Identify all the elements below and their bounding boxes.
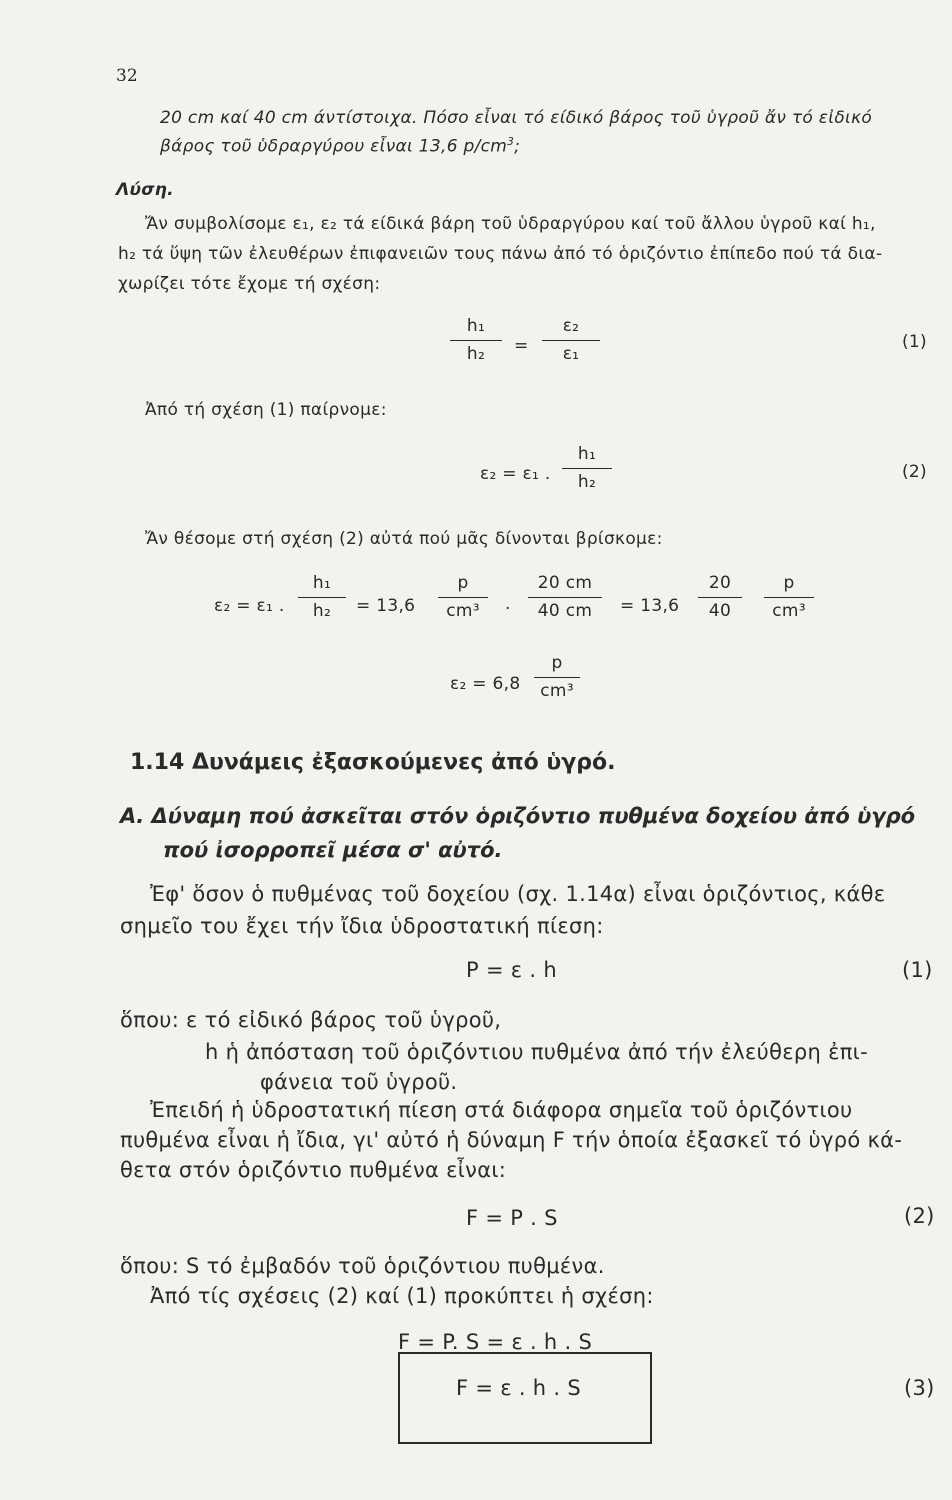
- eq3-f3-num: 20 cm: [537, 573, 593, 593]
- page-number: 32: [116, 66, 138, 86]
- eq2-num: h₁: [577, 444, 597, 464]
- eq4-lhs: ε₂ = 6,8: [450, 674, 521, 694]
- eq3-f5-num: p: [783, 573, 795, 593]
- para2-line-1: Ἐπειδή ἡ ὑδροστατική πίεση στά διάφορα σημεῖα τοῦ ὁριζόντιου: [150, 1098, 853, 1122]
- eq4-fraction: [534, 655, 580, 700]
- para2-line-3: θετα στόν ὁριζόντιο πυθμένα εἶναι:: [120, 1158, 507, 1182]
- eq3-fraction-2: [438, 575, 488, 620]
- eq3-f4-bar: [698, 597, 742, 598]
- eq3-f3-bar: [528, 597, 602, 598]
- eq3-f1-num: h₁: [312, 573, 332, 593]
- eq2-den: h₂: [577, 472, 597, 492]
- from-relations-text: Ἀπό τίς σχέσεις (2) καί (1) προκύπτει ἡ σχέση:: [150, 1284, 654, 1308]
- eq2-lhs: ε₂ = ε₁ .: [480, 464, 551, 484]
- eq3-fraction-3: [528, 575, 602, 620]
- eq5-label: (1): [902, 958, 933, 982]
- eq3-f4-num: 20: [708, 573, 732, 593]
- eq3-f1-den: h₂: [312, 601, 332, 621]
- eq3-f1-bar: [298, 597, 346, 598]
- eq3-f4-den: 40: [708, 601, 732, 621]
- eq3-f5-den: cm³: [772, 601, 806, 621]
- where1-line-1: ὅπου: ε τό εἰδικό βάρος τοῦ ὑγροῦ,: [120, 1008, 502, 1032]
- eq3-fraction-1: [298, 575, 346, 620]
- eq1-num-left: h₁: [466, 316, 486, 336]
- eq2-bar: [562, 468, 612, 469]
- eq3-f2-den: cm³: [446, 601, 480, 621]
- intro-line-3: χωρίζει τότε ἔχομε τή σχέση:: [118, 274, 381, 294]
- eq1-fraction-left: [450, 318, 502, 363]
- eq1-den-right: ε₁: [562, 344, 580, 364]
- eq7-expression: F = P. S = ε . h . S: [398, 1330, 593, 1354]
- eq1-bar-left: [450, 340, 502, 341]
- eq2-label: (2): [902, 462, 927, 482]
- eq1-equals: =: [514, 336, 529, 356]
- problem-line-2-end: ;: [514, 136, 521, 157]
- where1-line-2: h ἡ ἀπόσταση τοῦ ὁριζόντιου πυθμένα ἀπό τήν ἐλεύθερη ἐπι-: [205, 1040, 868, 1064]
- eq1-bar-right: [542, 340, 600, 341]
- eq3-lhs: ε₂ = ε₁ .: [214, 596, 285, 616]
- solution-heading: Λύση.: [116, 180, 174, 200]
- eq4-den: cm³: [540, 681, 574, 701]
- eq3-fraction-4: [698, 575, 742, 620]
- eq5-expression: P = ε . h: [466, 958, 557, 982]
- intro-line-1: Ἄν συμβολίσομε ε₁, ε₂ τά είδικά βάρη τοῦ ὑδραργύρου καί τοῦ ἄλλου ὑγροῦ καί h₁,: [145, 214, 876, 234]
- eq3-dot: .: [505, 594, 511, 614]
- intro-line-2: h₂ τά ὕψη τῶν ἐλευθέρων ἐπιφανειῶν τους πάνω ἀπό τό ὁριζόντιο ἐπίπεδο πού τά δια-: [118, 244, 883, 264]
- substitute-text: Ἄν θέσομε στή σχέση (2) αὐτά πού μᾶς δίνονται βρίσκομε:: [145, 529, 663, 549]
- eq3-mid-2: = 13,6: [620, 596, 680, 616]
- eq2-fraction: [562, 446, 612, 491]
- eq3-mid-1: = 13,6: [356, 596, 416, 616]
- para1-line-2: σημεῖο του ἔχει τήν ἴδια ὑδροστατική πίεση:: [120, 914, 604, 938]
- para2-line-2: πυθμένα εἶναι ἡ ἴδια, γι' αὐτό ἡ δύναμη F τήν ὁποία ἐξασκεῖ τό ὑγρό κά-: [120, 1128, 903, 1152]
- problem-line-2: [160, 136, 520, 157]
- eq3-fraction-5: [764, 575, 814, 620]
- eq3-f5-bar: [764, 597, 814, 598]
- problem-line-2-text: βάρος τοῦ ὑδραργύρου εἶναι 13,6 p/cm: [160, 136, 508, 157]
- eq1-label: (1): [902, 332, 927, 352]
- eq6-label: (2): [904, 1204, 935, 1228]
- eq4-num: p: [551, 653, 563, 673]
- eq8-label: (3): [904, 1376, 935, 1400]
- from-relation-text: Ἀπό τή σχέση (1) παίρνομε:: [145, 400, 387, 420]
- eq3-f2-bar: [438, 597, 488, 598]
- eq1-den-left: h₂: [466, 344, 486, 364]
- subsection-line-1: Α. Δύναμη πού ἀσκεῖται στόν ὁριζόντιο πυθμένα δοχείου ἀπό ὑγρό: [120, 804, 916, 828]
- eq4-bar: [534, 677, 580, 678]
- eq1-fraction-right: [542, 318, 600, 363]
- problem-line-2-sup: 3: [507, 136, 515, 148]
- problem-line-1: 20 cm καί 40 cm άντίστοιχα. Πόσο εἶναι τό είδικό βάρος τοῦ ὑγροῦ ἄν τό εἰδικό: [160, 108, 873, 128]
- eq1-num-right: ε₂: [562, 316, 580, 336]
- subsection-line-2: πού ἰσορροπεῖ μέσα σ' αὐτό.: [163, 838, 503, 862]
- eq6-expression: F = P . S: [466, 1206, 558, 1230]
- eq3-f2-num: p: [457, 573, 469, 593]
- section-title: 1.14 Δυνάμεις ἐξασκούμενες ἀπό ὑγρό.: [130, 750, 616, 775]
- para1-line-1: Ἐφ' ὅσον ὁ πυθμένας τοῦ δοχείου (σχ. 1.14α) εἶναι ὁριζόντιος, κάθε: [150, 882, 886, 906]
- where1-line-3: φάνεια τοῦ ὑγροῦ.: [260, 1070, 458, 1094]
- where2-text: ὅπου: S τό ἐμβαδόν τοῦ ὁριζόντιου πυθμένα.: [120, 1254, 605, 1278]
- eq3-f3-den: 40 cm: [537, 601, 593, 621]
- eq8-expression: F = ε . h . S: [456, 1376, 581, 1400]
